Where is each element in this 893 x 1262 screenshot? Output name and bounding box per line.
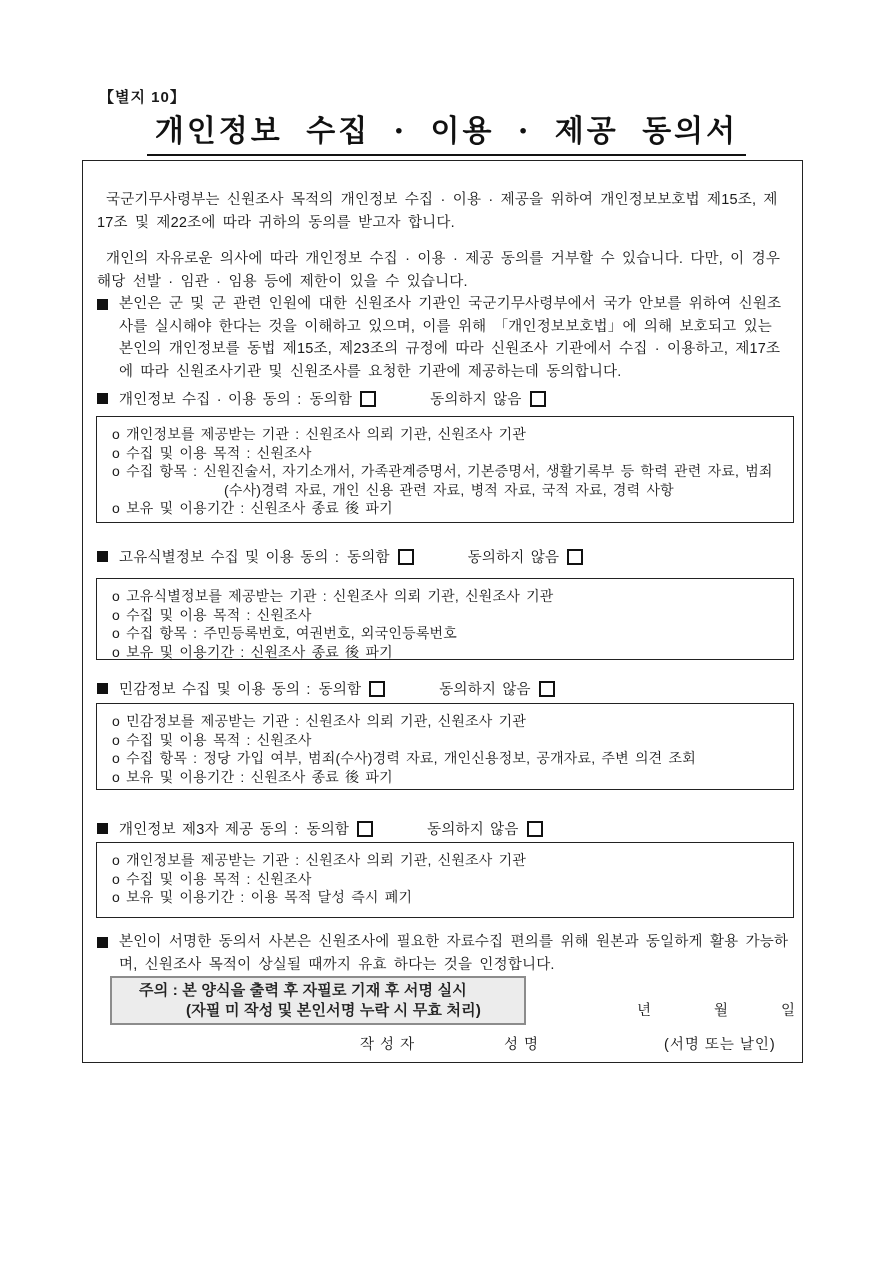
intro-paragraph-1: 국군기무사령부는 신원조사 목적의 개인정보 수집 · 이용 · 제공을 위하여 개인정보보호법 제15조, 제17조 및 제22조에 따라 귀하의 동의를 받고자 합니다. — [97, 191, 778, 231]
agree-checkbox-icon[interactable] — [369, 681, 385, 697]
detail-line: o 수집 항목 : 신원진술서, 자기소개서, 가족관계증명서, 기본증명서, 생활기록부 등 학력 관련 자료, 범죄(수사)경력 자료, 개인 신용 관련 자료, 병적 자료, 국적 자료, 경력 사항 — [112, 463, 773, 498]
disagree-checkbox-icon[interactable] — [527, 821, 543, 837]
agree-checkbox-icon[interactable] — [360, 391, 376, 407]
agree-label: 동의함 — [318, 682, 362, 698]
consent-row-personal-info — [97, 388, 792, 409]
consent-heading: 개인정보 수집 · 이용 동의 : — [119, 392, 302, 408]
notice-box — [110, 976, 526, 1025]
disagree-label: 동의하지 않음 — [439, 682, 531, 698]
year-label: 년 — [637, 1003, 652, 1019]
detail-line: o 보유 및 이용기간 : 신원조사 종료 後 파기 — [112, 768, 393, 785]
square-bullet-icon — [97, 937, 108, 948]
closing-statement — [97, 931, 792, 976]
closing-statement-text: 본인이 서명한 동의서 사본은 신원조사에 필요한 자료수집 편의를 위해 원본과 동일하게 활용 가능하며, 신원조사 목적이 상실될 때까지 유효 하다는 것을 인정합니다. — [119, 934, 789, 973]
consent-row-sensitive-info — [97, 678, 792, 699]
detail-line: o 보유 및 이용기간 : 신원조사 종료 後 파기 — [112, 500, 393, 517]
main-statement-text: 본인은 군 및 군 관련 인원에 대한 신원조사 기관인 국군기무사령부에서 국가 안보를 위하여 신원조사를 실시해야 한다는 것을 이해하고 있으며, 이를 위해 「개인정보보호법」에 의해 보호되고 있는 본인의 개인정보를 동법 제15조, 제23조의 규정에 따라 신원조사 기관에서 수집 · 이용하고, 제17조에 따라 신원조사기관 및 신원조사를 요청한 기관에 제공하는데 동의합니다. — [119, 296, 782, 380]
detail-line: o 보유 및 이용기간 : 신원조사 종료 後 파기 — [112, 643, 393, 660]
info-box-third-party — [96, 842, 794, 918]
detail-line: o 개인정보를 제공받는 기관 : 신원조사 의뢰 기관, 신원조사 기관 — [112, 852, 527, 868]
form-number-label: 【별지 10】 — [99, 89, 186, 106]
agree-checkbox-icon[interactable] — [398, 549, 414, 565]
page-title: 개인정보 수집 · 이용 · 제공 동의서 — [147, 106, 746, 156]
detail-line: o 수집 및 이용 목적 : 신원조사 — [112, 606, 312, 623]
detail-line: o 보유 및 이용기간 : 이용 목적 달성 즉시 폐기 — [112, 889, 413, 906]
disagree-label: 동의하지 않음 — [427, 822, 519, 838]
title-wrap — [0, 106, 893, 156]
detail-line: o 수집 및 이용 목적 : 신원조사 — [112, 870, 312, 887]
square-bullet-icon — [97, 299, 108, 310]
consent-heading: 고유식별정보 수집 및 이용 동의 : — [119, 550, 340, 566]
disagree-label: 동의하지 않음 — [467, 550, 560, 566]
month-label: 월 — [714, 1003, 729, 1019]
disagree-checkbox-icon[interactable] — [530, 391, 546, 407]
agree-label: 동의함 — [306, 822, 350, 838]
day-label: 일 — [781, 1003, 796, 1019]
consent-row-third-party — [97, 818, 792, 839]
square-bullet-icon — [97, 683, 108, 694]
square-bullet-icon — [97, 393, 108, 404]
info-box-personal-info — [96, 416, 794, 523]
square-bullet-icon — [97, 551, 108, 562]
writer-label: 작 성 자 — [360, 1037, 416, 1053]
detail-line: o 수집 항목 : 주민등록번호, 여권번호, 외국인등록번호 — [112, 625, 457, 642]
detail-line: o 민감정보를 제공받는 기관 : 신원조사 의뢰 기관, 신원조사 기관 — [112, 713, 527, 729]
detail-line: o 고유식별정보를 제공받는 기관 : 신원조사 의뢰 기관, 신원조사 기관 — [112, 588, 554, 604]
agree-label: 동의함 — [309, 392, 353, 408]
disagree-checkbox-icon[interactable] — [567, 549, 583, 565]
detail-line: o 수집 및 이용 목적 : 신원조사 — [112, 731, 312, 748]
info-box-sensitive-info — [96, 703, 794, 790]
info-box-unique-id-info — [96, 578, 794, 660]
consent-row-unique-id-info — [97, 546, 792, 567]
notice-line-1: 주의 : 본 양식을 출력 후 자필로 기재 후 서명 실시 — [139, 982, 467, 999]
sign-or-seal-label: (서명 또는 날인) — [664, 1037, 776, 1053]
document-frame — [82, 160, 803, 1063]
intro-paragraph-2: 개인의 자유로운 의사에 따라 개인정보 수집 · 이용 · 제공 동의를 거부할 수 있습니다. 다만, 이 경우 해당 선발 · 임관 · 임용 등에 제한이 있을 수 있습니다. — [97, 250, 781, 290]
detail-line: o 수집 및 이용 목적 : 신원조사 — [112, 444, 312, 461]
detail-line: o 수집 항목 : 정당 가입 여부, 범죄(수사)경력 자료, 개인신용정보, 공개자료, 주변 의견 조회 — [112, 750, 696, 767]
consent-heading: 민감정보 수집 및 이용 동의 : — [119, 682, 311, 698]
agree-label: 동의함 — [347, 550, 390, 566]
disagree-checkbox-icon[interactable] — [539, 681, 555, 697]
square-bullet-icon — [97, 823, 108, 834]
name-label: 성 명 — [504, 1037, 540, 1053]
agree-checkbox-icon[interactable] — [357, 821, 373, 837]
disagree-label: 동의하지 않음 — [430, 392, 522, 408]
notice-line-2: (자필 미 작성 및 본인서명 누락 시 무효 처리) — [186, 1002, 482, 1019]
main-statement — [97, 293, 792, 383]
detail-line: o 개인정보를 제공받는 기관 : 신원조사 의뢰 기관, 신원조사 기관 — [112, 426, 527, 442]
consent-heading: 개인정보 제3자 제공 동의 : — [119, 822, 299, 838]
